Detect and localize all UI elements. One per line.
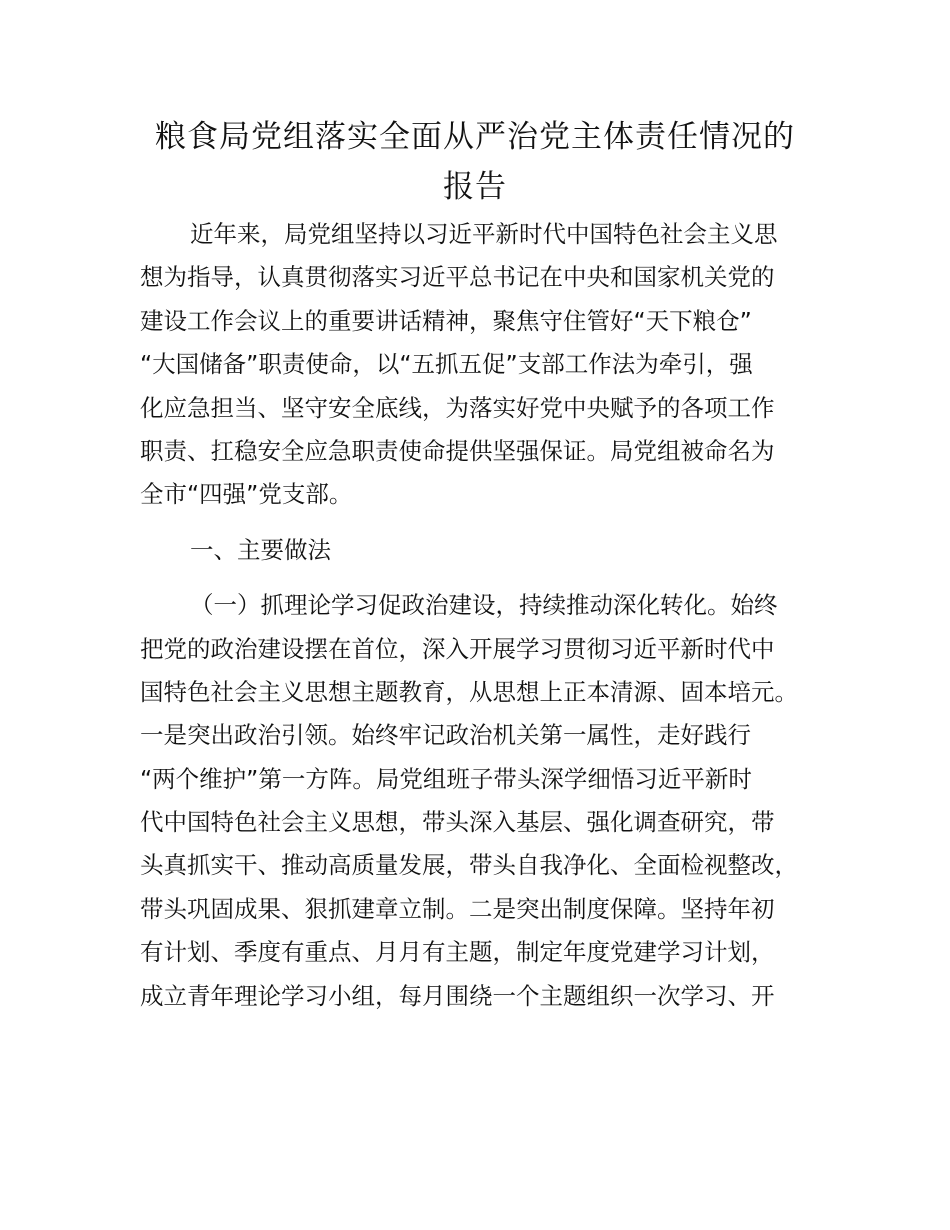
paragraph-line: 成立青年理论学习小组，每月围绕一个主题组织一次学习、开 [140,981,775,1010]
paragraph-line: 带头巩固成果、狠抓建章立制。二是突出制度保障。坚持年初 [140,894,775,923]
paragraph-line: 有计划、季度有重点、月月有主题，制定年度党建学习计划， [140,938,775,967]
paragraph-section-1 [140,584,840,1018]
paragraph-line: 国特色社会主义思想主题教育，从思想上正本清源、固本培元。 [140,677,798,706]
section-heading-text: 一、主要做法 [190,535,331,564]
paragraph-line: 代中国特色社会主义思想，带头深入基层、强化调查研究，带 [140,808,775,837]
paragraph-line: 把党的政治建设摆在首位，深入开展学习贯彻习近平新时代中 [140,634,775,663]
paragraph-line: “两个维护”第一方阵。局党组班子带头深学细悟习近平新时 [140,764,752,793]
title-line-2: 报告 [443,169,507,205]
paragraph-line: “大国储备”职责使命，以“五抓五促”支部工作法为牵引，强 [140,350,753,379]
paragraph-line: 建设工作会议上的重要讲话精神，聚焦守住管好“天下粮仓” [140,306,752,335]
title-line-1: 粮食局党组落实全面从严治党主体责任情况的 [155,119,795,155]
document-body [140,213,840,1018]
paragraph-line: 一是突出政治引领。始终牢记政治机关第一属性，走好践行 [140,721,751,750]
section-heading [140,529,840,572]
paragraph-line: 职责、扛稳安全应急职责使命提供坚强保证。局党组被命名为 [140,436,775,465]
paragraph-line: 头真抓实干、推动高质量发展，带头自我净化、全面检视整改， [140,851,798,880]
paragraph-line: （一）抓理论学习促政治建设，持续推动深化转化。始终 [190,591,778,620]
document-title [140,112,810,212]
paragraph-intro [140,213,840,517]
paragraph-line: 想为指导，认真贯彻落实习近平总书记在中央和国家机关党的 [140,263,775,292]
paragraph-line: 近年来，局党组坚持以习近平新时代中国特色社会主义思 [190,220,778,248]
paragraph-line: 化应急担当、坚守安全底线，为落实好党中央赋予的各项工作 [140,393,775,422]
paragraph-line: 全市“四强”党支部。 [140,480,353,509]
